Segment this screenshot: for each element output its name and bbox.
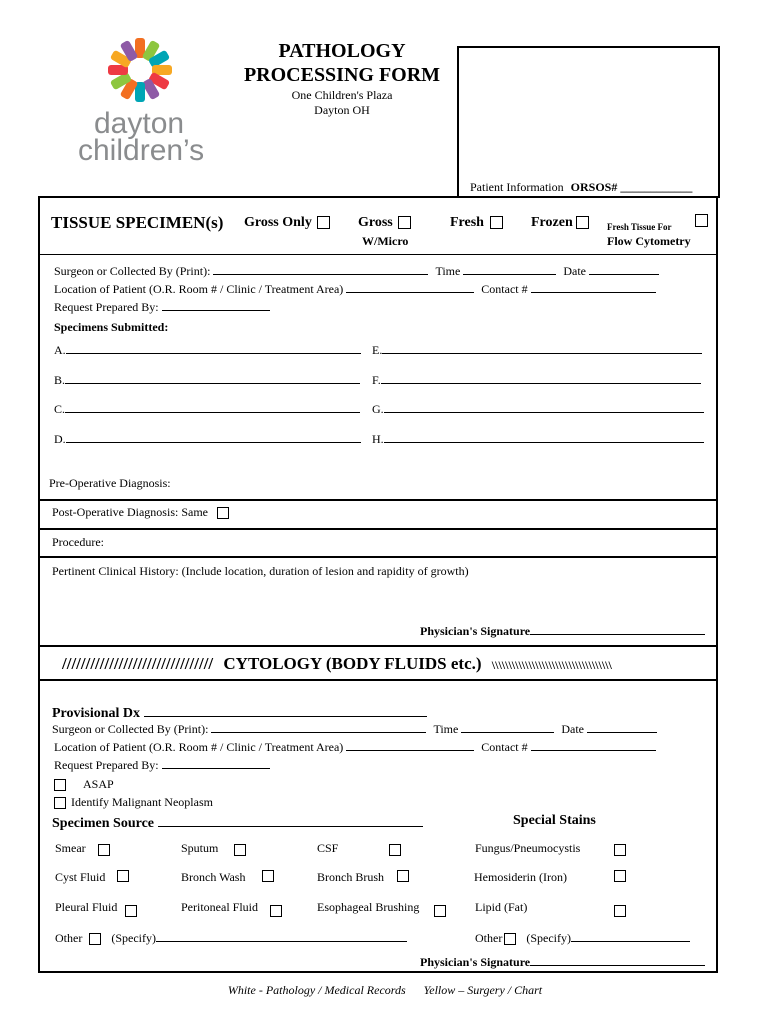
page-title-1: PATHOLOGY	[278, 40, 406, 62]
logo-text-1: dayton	[94, 107, 185, 140]
flow-cytometry-label: Flow Cytometry	[607, 234, 691, 248]
gross-only-checkbox[interactable]	[317, 216, 330, 229]
cyto-date-field[interactable]	[587, 721, 657, 733]
other-specify-field[interactable]	[156, 930, 407, 942]
asap-checkbox[interactable]	[54, 779, 66, 791]
tissue-date-field[interactable]	[589, 263, 659, 275]
identify-malignant-label: Identify Malignant Neoplasm	[71, 795, 213, 809]
specimen-source-field[interactable]	[158, 813, 423, 827]
cyto-signature-field[interactable]	[530, 954, 705, 966]
page-title-2: PROCESSING FORM	[243, 64, 441, 86]
lipid-label: Lipid (Fat)	[475, 900, 528, 914]
peritoneal-fluid-checkbox[interactable]	[270, 905, 282, 917]
cyto-request-field[interactable]	[162, 757, 270, 769]
specimen-d-field[interactable]	[66, 431, 361, 443]
specimen-f-field[interactable]	[381, 372, 701, 384]
cyto-surgeon-row: Surgeon or Collected By (Print): Time Date	[52, 721, 657, 737]
smear-label: Smear	[55, 841, 86, 855]
flow-cytometry-checkbox[interactable]	[695, 214, 708, 227]
cyst-fluid-label: Cyst Fluid	[55, 870, 106, 884]
provisional-dx-row: Provisional Dx	[52, 703, 427, 722]
logo	[76, 36, 211, 167]
tissue-location-field[interactable]	[346, 281, 474, 293]
esophageal-brushing-label: Esophageal Brushing	[317, 900, 420, 914]
specimen-c-field[interactable]	[65, 401, 360, 413]
cyto-surgeon-field[interactable]	[211, 721, 426, 733]
address-line-2: Dayton OH	[314, 103, 370, 117]
post-op-diagnosis-row: Post-Operative Diagnosis: Same	[52, 505, 229, 520]
tissue-request-row: Request Prepared By:	[54, 299, 270, 315]
specimen-g-field[interactable]	[384, 401, 704, 413]
specimen-g[interactable]: G.	[372, 401, 704, 417]
tissue-surgeon-field[interactable]	[213, 263, 428, 275]
cyto-time-field[interactable]	[461, 721, 554, 733]
specimen-b[interactable]: B.	[54, 372, 360, 388]
gross-checkbox[interactable]	[398, 216, 411, 229]
w-micro-label: W/Micro	[362, 234, 409, 248]
csf-label: CSF	[317, 841, 339, 855]
specimen-c[interactable]: C.	[54, 401, 360, 417]
post-op-same-checkbox[interactable]	[217, 507, 229, 519]
lipid-checkbox[interactable]	[614, 905, 626, 917]
sputum-label: Sputum	[181, 841, 219, 855]
gross-option[interactable]: Gross	[358, 215, 411, 231]
cytology-banner: //////////////////////////////// CYTOLOGY (BODY FLUIDS etc.) \\\\\\\\\\\\\\\\\\\\\\\\\\\\\\\\\\\\	[62, 654, 612, 673]
fresh-checkbox[interactable]	[490, 216, 503, 229]
other-row: Other (Specify)	[55, 930, 407, 946]
clinical-history-label: Pertinent Clinical History: (Include location, duration of lesion and rapidity of growth)	[52, 564, 469, 578]
tissue-signature-field[interactable]	[530, 623, 705, 635]
patient-info-label: Patient Information ORSOS# ____________	[470, 180, 693, 194]
logo-text-2: children’s	[78, 134, 205, 167]
frozen-option[interactable]: Frozen	[531, 215, 589, 231]
fresh-tissue-for-label: Fresh Tissue For	[607, 222, 672, 232]
cyto-request-row: Request Prepared By:	[54, 757, 270, 773]
hemosiderin-label: Hemosiderin (Iron)	[474, 870, 567, 884]
fresh-option[interactable]: Fresh	[450, 215, 503, 231]
specimen-e[interactable]: E.	[372, 342, 702, 358]
bronch-brush-label: Bronch Brush	[317, 870, 384, 884]
procedure-label: Procedure:	[52, 535, 104, 549]
specimen-a-field[interactable]	[66, 342, 361, 354]
specimen-d[interactable]: D.	[54, 431, 361, 447]
bronch-wash-label: Bronch Wash	[181, 870, 246, 884]
patient-info-box	[457, 46, 720, 198]
specimen-h[interactable]: H.	[372, 431, 704, 447]
hemosiderin-checkbox[interactable]	[614, 870, 626, 882]
bronch-wash-checkbox[interactable]	[262, 870, 274, 882]
specimen-b-field[interactable]	[65, 372, 360, 384]
provisional-dx-field[interactable]	[144, 703, 427, 717]
special-stains-heading: Special Stains	[513, 813, 596, 828]
tissue-time-field[interactable]	[463, 263, 556, 275]
other-stain-specify-field[interactable]	[571, 930, 690, 942]
other-checkbox[interactable]	[89, 933, 101, 945]
sputum-checkbox[interactable]	[234, 844, 246, 856]
tissue-physician-signature: Physician's Signature	[420, 623, 705, 639]
specimen-h-field[interactable]	[384, 431, 704, 443]
other-stain-row: Other (Specify)	[475, 930, 690, 946]
specimens-submitted-label: Specimens Submitted:	[54, 320, 169, 334]
cyto-contact-field[interactable]	[531, 739, 656, 751]
peritoneal-fluid-label: Peritoneal Fluid	[181, 900, 258, 914]
csf-checkbox[interactable]	[389, 844, 401, 856]
pre-op-diagnosis-label: Pre-Operative Diagnosis:	[49, 476, 171, 490]
cyto-physician-signature: Physician's Signature	[420, 954, 705, 970]
other-stain-checkbox[interactable]	[504, 933, 516, 945]
tissue-surgeon-row: Surgeon or Collected By (Print): Time Date	[54, 263, 659, 279]
tissue-request-field[interactable]	[162, 299, 270, 311]
tissue-contact-field[interactable]	[531, 281, 656, 293]
specimen-e-field[interactable]	[382, 342, 702, 354]
pleural-fluid-checkbox[interactable]	[125, 905, 137, 917]
tissue-heading: TISSUE SPECIMEN(s)	[51, 213, 224, 232]
cyto-location-row: Location of Patient (O.R. Room # / Clinic / Treatment Area) Contact #	[54, 739, 656, 755]
identify-malignant-checkbox[interactable]	[54, 797, 66, 809]
specimen-f[interactable]: F.	[372, 372, 701, 388]
gross-only-option[interactable]: Gross Only	[244, 215, 330, 231]
esophageal-brushing-checkbox[interactable]	[434, 905, 446, 917]
copies-footer: White - Pathology / Medical Records Yellow – Surgery / Chart	[227, 983, 543, 997]
bronch-brush-checkbox[interactable]	[397, 870, 409, 882]
pleural-fluid-label: Pleural Fluid	[55, 900, 118, 914]
tissue-location-row: Location of Patient (O.R. Room # / Clinic / Treatment Area) Contact #	[54, 281, 656, 297]
frozen-checkbox[interactable]	[576, 216, 589, 229]
fungus-checkbox[interactable]	[614, 844, 626, 856]
orsos-field[interactable]: ORSOS# ____________	[570, 180, 693, 194]
cyto-location-field[interactable]	[346, 739, 474, 751]
specimen-a[interactable]: A.	[54, 342, 361, 358]
asap-label: ASAP	[83, 777, 114, 791]
specimen-source-row: Specimen Source	[52, 813, 423, 832]
fungus-label: Fungus/Pneumocystis	[475, 841, 581, 855]
cyst-fluid-checkbox[interactable]	[117, 870, 129, 882]
address-line-1: One Children's Plaza	[291, 88, 393, 102]
logo-mark-icon	[76, 36, 211, 106]
smear-checkbox[interactable]	[98, 844, 110, 856]
